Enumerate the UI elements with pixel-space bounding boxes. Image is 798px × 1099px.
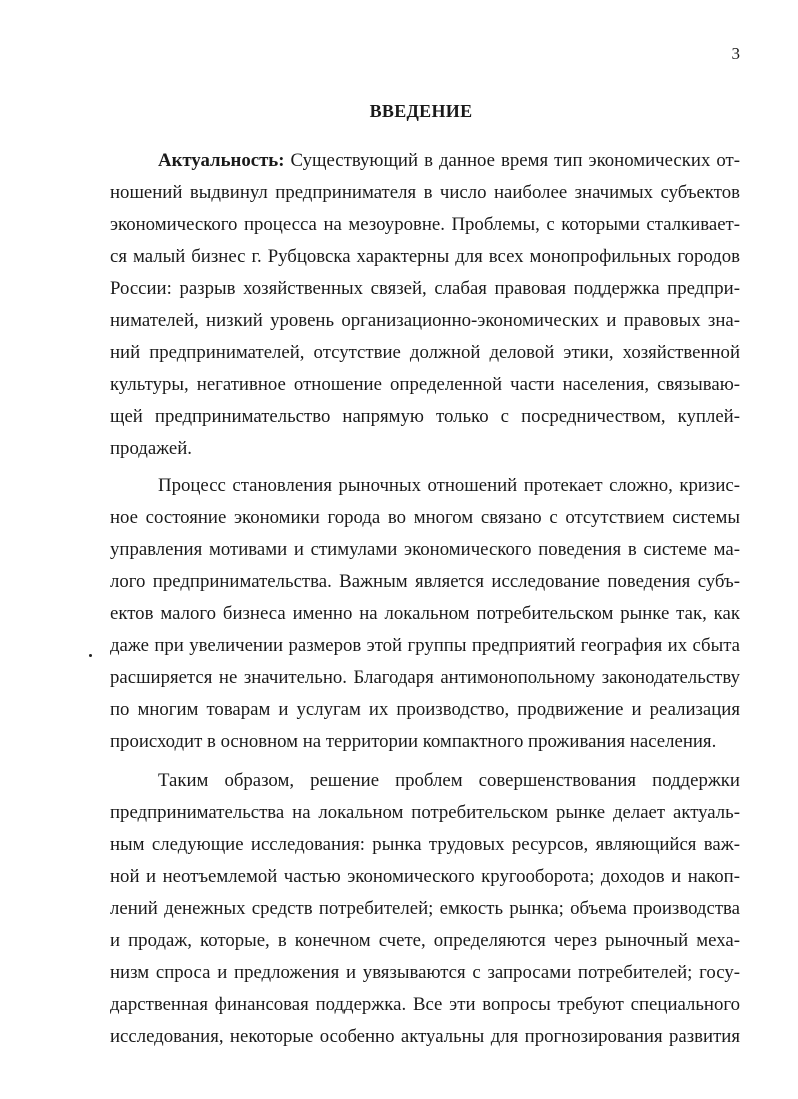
paragraph-1-line-2: ношений выдвинул предпринимателя в число наиболее значимых субъектов <box>110 182 740 203</box>
paragraph-3-line-5: лений денежных средств потребителей; емкость рынка; объема производства <box>110 898 740 919</box>
paragraph-1-line-4: ся малый бизнес г. Рубцовска характерны для всех монопрофильных городов <box>110 246 740 267</box>
scan-speck <box>89 654 92 657</box>
paragraph-1-line-9: щей предпринимательство напрямую только с посредничеством, куплей- <box>110 406 740 427</box>
text-fragment: Существующий в данное время тип экономических от- <box>284 150 740 171</box>
paragraph-2-line-7: расширяется не значительно. Благодаря антимонопольному законодательству <box>110 667 740 688</box>
paragraph-3-line-6: и продаж, которые, в конечном счете, определяются через рыночный меха- <box>110 930 740 951</box>
paragraph-3-line-7: низм спроса и предложения и увязываются с запросами потребителей; госу- <box>110 962 740 983</box>
paragraph-1-line-8: культуры, негативное отношение определенной части населения, связываю- <box>110 374 740 395</box>
paragraph-3-line-1: Таким образом, решение проблем совершенствования поддержки <box>158 770 740 791</box>
paragraph-3-line-9: исследования, некоторые особенно актуальны для прогнозирования развития <box>110 1026 740 1047</box>
paragraph-1-line-1 <box>158 145 740 177</box>
paragraph-2-line-3: управления мотивами и стимулами экономического поведения в системе ма- <box>110 539 740 560</box>
paragraph-2-line-8: по многим товарам и услугам их производство, продвижение и реализация <box>110 699 740 720</box>
lead-term: Актуальность: <box>158 150 285 171</box>
page-title: ВВЕДЕНИЕ <box>369 101 473 121</box>
paragraph-3-line-3: ным следующие исследования: рынка трудовых ресурсов, являющийся важ- <box>110 834 740 855</box>
paragraph-2-line-2: ное состояние экономики города во многом связано с отсутствием системы <box>110 507 740 528</box>
paragraph-3-line-8: дарственная финансовая поддержка. Все эти вопросы требуют специального <box>110 994 740 1015</box>
page-number: 3 <box>731 44 740 63</box>
paragraph-1-line-10: продажей. <box>110 438 192 459</box>
paragraph-2-line-9: происходит в основном на территории компактного проживания населения. <box>110 731 717 752</box>
paragraph-2-line-1: Процесс становления рыночных отношений протекает сложно, кризис- <box>158 475 740 496</box>
paragraph-2-line-6: даже при увеличении размеров этой группы предприятий география их сбыта <box>110 635 740 656</box>
paragraph-3-line-2: предпринимательства на локальном потребительском рынке делает актуаль- <box>110 802 740 823</box>
paragraph-2-line-4: лого предпринимательства. Важным является исследование поведения субъ- <box>110 571 740 592</box>
paragraph-1-line-3: экономического процесса на мезоуровне. Проблемы, с которыми сталкивает- <box>110 214 740 235</box>
paragraph-2-line-5: ектов малого бизнеса именно на локальном потребительском рынке так, как <box>110 603 740 624</box>
paragraph-1-line-7: ний предпринимателей, отсутствие должной деловой этики, хозяйственной <box>110 342 740 363</box>
paragraph-1-line-5: России: разрыв хозяйственных связей, слабая правовая поддержка предпри- <box>110 278 740 299</box>
paragraph-1-line-6: нимателей, низкий уровень организационно-экономических и правовых зна- <box>110 310 740 331</box>
paragraph-3-line-4: ной и неотъемлемой частью экономического кругооборота; доходов и накоп- <box>110 866 740 887</box>
